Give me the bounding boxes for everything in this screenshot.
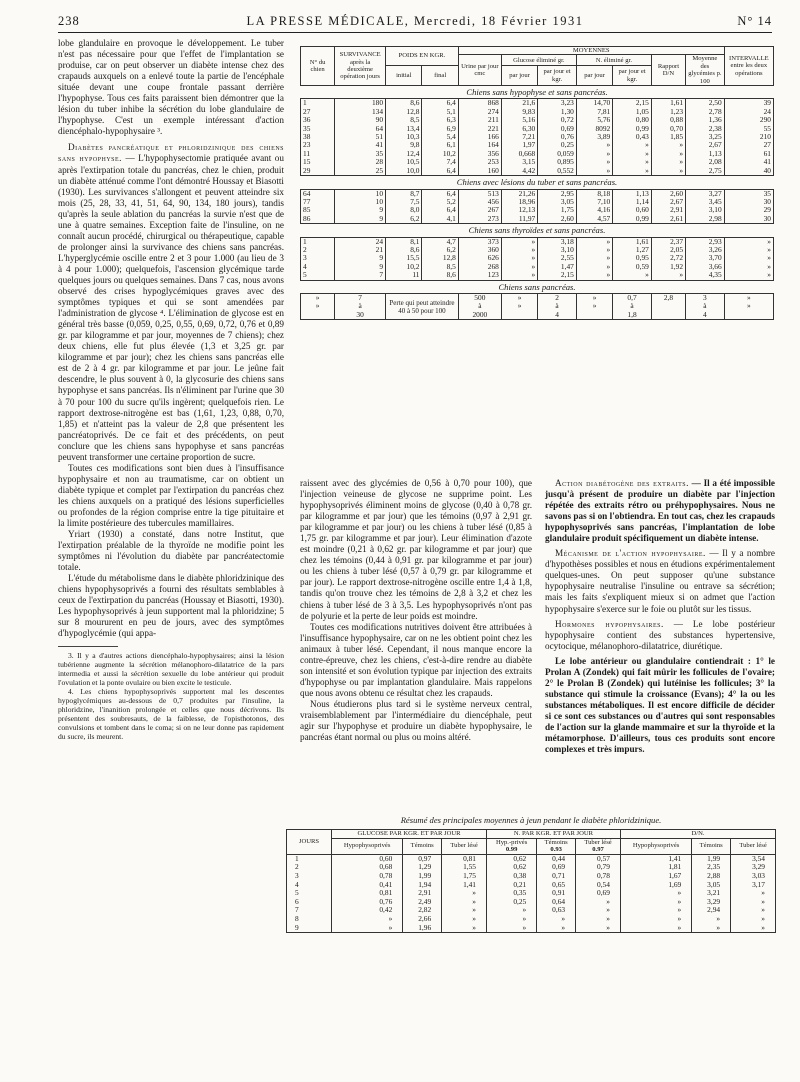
th-tem2-value: 0.93 (550, 846, 562, 854)
column-2 (300, 478, 532, 743)
cell-dog: 64 77 85 86 (301, 189, 335, 224)
cell-interval: » » (724, 293, 773, 319)
th-days: JOURS (287, 830, 332, 855)
cell-n-kg: 2,15 1,05 0,80 0,99 0,43 » » » » (613, 99, 652, 176)
col3-paragraph-1 (545, 478, 775, 544)
column-3 (545, 478, 775, 755)
cell-n-day: 8,18 7,10 4,16 4,57 (576, 189, 612, 224)
table-row (301, 293, 774, 319)
cell-interval: 39 24 290 55 210 27 61 41 40 (724, 99, 773, 176)
issue-number: N° 14 (737, 14, 772, 28)
cell-survival: 7 à 30 (335, 293, 386, 319)
th-gluc-day-kg: par jour et kgr. (538, 66, 577, 86)
cell-gluc-tub: 0,81 1,55 1,75 1,41 » » » » » (442, 854, 487, 932)
cell-ratio: 2,37 2,05 2,72 1,92 » (651, 237, 685, 280)
footnote-4: 4. Les chiens hypophysoprivés supportent mal les descentes hypoglycémiques au-dessous de 0,7 produites par l'insuline, la phloridzine, l'inanition prolongée et celles que nous décrivons. Ils présentent des soubresauts, de la faiblesse, de l'opisthotonos, des convulsions et tombent dans le coma; si on ne leur donne pas rapidement du sucre, ils meurent. (58, 686, 284, 742)
cell-glycemia: 3 à 4 (686, 293, 725, 319)
section-title: Chiens sans hypophyse et sans pancréas. (301, 86, 774, 99)
col3-paragraph-3-body: — Le lobe postérieur hypophysaire contient des substances hypertensive, ocytocique, mélanophoro-dilatatrice, diurétique. (545, 618, 776, 651)
footnote-rule (58, 646, 118, 647)
cell-gluc-kg: 2,95 3,05 1,75 2,60 (538, 189, 577, 224)
cell-gluc-kg: 2 à 4 (538, 293, 577, 319)
cell-gluc-tem: 0,97 1,29 1,99 1,94 2,91 2,49 2,82 2,66 1,96 (403, 854, 442, 932)
cell-n-hypo: 0,62 0,62 0,38 0,21 0,35 0,25 » » » (487, 854, 537, 932)
col3-head-1: Action diabétogène des extraits. (555, 478, 689, 488)
col2-paragraph-1: raissent avec des glycémies de 0,56 à 0,70 pour 100), que l'injection veineuse de glycose ne supprime point. Les hypophysoprivés éliminent moins de glycose (0,40 à 0,78 gr. par kilogramme et par jour) que les témoins (0,97 à 2,91 gr. par kilogramme et par jour) ou les chiens à tuber lésé (0,85 à 1,75 gr. par kilogramme et par jour). Leur élimination d'azote est moindre (0,21 à 0,62 gr. par kilogramme et par jour) que chez les témoins (0,44 à 0,91 gr. par kilogramme et par jour) ou les chiens à tuber lésé (0,57 à 0,79 gr. par kilogramme et par jour). Le rapport dextrose-nitrogène oscille entre 1,4 à 1,8, tandis qu'on trouve chez les témoins de 2,8 à 3,2 et chez les chiens à tuber lésé de 3 à 3,5. Les hypophysoprivés n'ont pas de polyurie et la perte de leur poids est moindre. (300, 478, 532, 621)
cell-n-tub: 0,57 0,79 0,78 0,54 0,69 » » » » (576, 854, 621, 932)
cell-glycemia: 2,93 3,26 3,70 3,66 4,35 (686, 237, 725, 280)
page-header (58, 14, 772, 30)
cell-gluc-kg: 3,18 3,10 2,55 1,47 2,15 (538, 237, 577, 280)
col1-paragraph-2-body: — L'hypophysectomie pratiquée avant ou après l'extirpation totale du pancréas, chez le chien, produit un diabète atténué comme l'ont démontré Houssay et Biasotti (1930). Les survivances s'allongent et peuvent atteindre six mois (25, 28, 33, 41, 51, 64, 90, 134, 180 jours), tandis qu'après la seule ablation du pancréas la survie n'est que de une à quatre semaines. Exception faite de l'insuline, on ne connaît aucun procédé, chirurgical ou thérapeutique, capable de prolonger ainsi la survivance des chiens sans pancréas. L'hyperglycémie oscille entre 2 et 3 pour 1.000 (au lieu de 3 à 4 pour 1.000); quelquefois, l'ascension glycémique tarde quelques jours ou quelques semaines. Dans 7 cas, nous avons observé des crises hypoglycémiques graves avec des symptômes typiques et qui se sont amendées par l'administration de glycose ⁴. L'élimination de glycose est en général très basse (0,059, 0,25, 0,55, 0,69, 0,72, 0,76 et 0,89 gr. par kilogramme et par jour, moyennes de 7 chiens); chez deux chiens, elle fut plus élevée (1,3 et 3,25 gr. par kilogramme et par jour); chez les chiens sans pancréas elle est de 2 à 4 gr. par kilogramme et par jour. Le jeûne fait descendre, le plus souvent à 0, la glycosurie des chiens sans hypophyse et sans pancréas. Ils n'éliminent par l'urine que 30 à 70 pour 100 du sucre qu'ils ingèrent; quelquefois rien. Le rapport dextrose-nitrogène est bas (1,61, 1,23, 0,88, 0,70, 1,85) et n'atteint pas la valeur de 2,8 que présentent les pancréatoprivés. De ce fait et des précédents, on peut conclure que les chiens sans hypophyse et sans pancréas peuvent transformer une certaine proportion de sucre. (58, 153, 284, 462)
cell-gluc-day: » » (501, 293, 537, 319)
section-title: Chiens sans thyroïdes et sans pancréas. (301, 224, 774, 237)
cell-urine: 868 274 211 221 166 164 356 253 160 (458, 99, 501, 176)
cell-gluc-day: » » » » » (501, 237, 537, 280)
cell-urine: 500 à 2000 (458, 293, 501, 319)
col2-paragraph-3: Nous étudierons plus tard si le système nerveux central, vraisemblablement par l'intermédiaire du diencéphale, peut agir sur l'hypophyse et produire un diabète hypophysaire, le pancréas étant normal ou plus ou moins altéré. (300, 698, 532, 743)
cell-final: 4,7 6,2 12,8 8,5 8,6 (422, 237, 458, 280)
th-initial: initial (386, 66, 422, 86)
th-hypo3: Hypophysoprivés (620, 838, 691, 854)
th-tub2-label: Tuber lésé (584, 838, 612, 846)
col3-paragraph-3 (545, 619, 775, 652)
cell-weight-loss: Perte qui peut atteindre 40 à 50 pour 100 (386, 293, 459, 319)
cell-initial: 8,7 7,5 8,0 6,2 (386, 189, 422, 224)
th-tub2 (576, 838, 621, 854)
section-title: Chiens sans pancréas. (301, 280, 774, 293)
table-row (301, 189, 774, 224)
table2-caption: Résumé des principales moyennes à jeun pendant le diabète phloridzinique. (400, 815, 662, 825)
table-row (301, 99, 774, 176)
cell-dn-tem: 1,99 2,35 2,88 3,05 3,21 3,29 2,94 » » (692, 854, 731, 932)
th-hypo2 (487, 838, 537, 854)
cell-interval: » » » » » (724, 237, 773, 280)
th-interval: INTERVALLE entre les deux opérations (724, 47, 773, 86)
table-row (301, 237, 774, 280)
cell-n-day: » » (576, 293, 612, 319)
cell-n-day: 14,70 7,81 5,76 8092 3,89 » » » » (576, 99, 612, 176)
col2-paragraph-2: Toutes ces modifications nutritives doivent être attribuées à l'insuffisance hypophysaire, car on ne les obtient point chez les animaux à tuber lésé. Cependant, il nous manque encore la contre-épreuve, chez les chiens, c'est-à-dire rendre au diabète son intensité et son évolution typique par injection des extraits d'hypophyse ou par implantation glandulaire. Mais rappelons que nous avons obtenu ce résultat chez les crapauds. (300, 621, 532, 698)
col3-paragraph-2 (545, 548, 775, 614)
th-glucose-group: GLUCOSE PAR KGR. ET PAR JOUR (332, 830, 487, 839)
col3-head-3: Hormones hypophysaires. (555, 618, 664, 629)
cell-ratio: 2,8 (651, 293, 685, 319)
cell-glycemia: 3,27 3,45 3,10 2,98 (686, 189, 725, 224)
cell-gluc-kg: 3,23 1,30 0,72 0,69 0,76 0,25 0,059 0,895 0,552 (538, 99, 577, 176)
cell-glycemia: 2,50 2,78 1,36 2,38 3,25 2,67 1,13 2,08 2,75 (686, 99, 725, 176)
cell-survival: 180 134 90 64 51 41 35 28 25 (335, 99, 386, 176)
column-1 (58, 38, 284, 741)
cell-dn-hypo: 1,41 1,81 1,67 1,69 » » » » » (620, 854, 691, 932)
cell-initial: 8,1 8,6 15,5 10,2 11 (386, 237, 422, 280)
th-ratio-group: D/N. (620, 830, 775, 839)
col3-paragraph-2-body: — Il y a nombre d'hypothèses possibles et nous en étudions expérimentalement quelques-unes. On peut supposer qu'une substance hypophysaire neutralise l'insuline ou entrave sa sécrétion; mais les faits s'expliquent mieux si on admet que l'action hypophysaire s'exerce sur le foie ou plutôt sur les tissus. (545, 548, 775, 614)
th-tub: Tuber lésé (442, 838, 487, 854)
th-tem2-label: Témoins (544, 838, 568, 846)
cell-ratio: 1,61 1,23 0,88 0,70 1,85 » » » » (651, 99, 685, 176)
col1-paragraph-5: L'étude du métabolisme dans le diabète phloridzinique des chiens hypophysoprivés a fourni des résultats semblables à ceux de l'extirpation du pancréas (Houssay et Biasotti, 1930). Les hypophysoprivés à jeun supportent mal la phloridzine; 5 sur 8 moururent en peu de jours, avec des symptômes d'hypoglycémie (qui appa- (58, 573, 284, 639)
results-table (300, 46, 774, 320)
cell-dn-tub: 3,54 3,29 3,03 3,17 » » » » » (731, 854, 776, 932)
cell-gluc-day: 21,26 18,96 12,13 11,97 (501, 189, 537, 224)
cell-n-kg: 0,7 à 1,8 (613, 293, 652, 319)
th-hypo2-value: 0.99 (505, 846, 518, 854)
th-ratio: Rapport D/N (651, 55, 685, 86)
th-tub3: Tuber lésé (731, 838, 776, 854)
th-tem2 (537, 838, 576, 854)
col1-paragraph-1: lobe glandulaire en provoque le développement. Le tuber n'est pas nécessaire pour que l'effet de l'implantation se produise, car on peut observer un diabète intense chez des crapauds auxquels on a enlevé toute la partie de l'encéphale située devant une coupe frontale passant derrière l'hypophyse. Tous ces faits paraissent bien démontrer que la lésion du tuber inhibe la sécrétion du lobe glandulaire de l'hypophyse. C'est un exemple intéressant d'action diencéphalo-hypophysaire ³. (58, 38, 284, 137)
th-averages: MOYENNES (458, 47, 724, 55)
col1-paragraph-2 (58, 142, 284, 462)
cell-final: 6,4 5,1 6,3 6,9 5,4 6,1 10,2 7,4 6,4 (422, 99, 458, 176)
summary-table (286, 829, 776, 933)
col1-paragraph-4: Yriart (1930) a constaté, dans notre Institut, que l'extirpation préalable de la thyroïde ne modifie point les symptômes ni l'évolution du diabète par pancréatectomie totale. (58, 529, 284, 573)
footnote-3: 3. Il y a d'autres actions diencéphalo-hypophysaires; ainsi la lésion tubérienne augmente la sécrétion mélanophoro-dilatatrice de la pars intermedia et aussi la sécrétion sexuelle du lobe antérieur qui produit l'ovulation et la ponte ovulaire ou bien excite le testicule. (58, 650, 284, 687)
th-tem3: Témoins (692, 838, 731, 854)
cell-n-kg: 1,13 1,14 0,60 0,99 (613, 189, 652, 224)
cell-day: 1 2 3 4 5 6 7 8 9 (287, 854, 332, 932)
cell-gluc-hypo: 0,60 0,68 0,78 0,41 0,81 0,76 0,42 » » (332, 854, 403, 932)
cell-dog: 1 27 36 35 38 23 11 15 29 (301, 99, 335, 176)
th-nitrogen: N. éliminé gr. (576, 55, 651, 66)
cell-dog: » » (301, 293, 335, 319)
th-n-day-kg: par jour et kgr. (613, 66, 652, 86)
cell-initial: 8,6 12,8 8,5 13,4 10,3 9,8 12,4 10,5 10,0 (386, 99, 422, 176)
th-glycemia: Moyenne des glycémies p. 100 (686, 55, 725, 86)
cell-n-day: » » » » » (576, 237, 612, 280)
th-hypo2-label: Hyp.-privés (495, 838, 528, 846)
th-gluc-day: par jour (501, 66, 537, 86)
cell-survival: 10 10 9 9 (335, 189, 386, 224)
cell-gluc-day: 21,6 9,83 5,16 6,30 7,21 1,97 0,668 3,15 4,42 (501, 99, 537, 176)
col1-paragraph-3: Toutes ces modifications sont bien dues à l'insuffisance hypophysaire et non au traumatisme, car on obtient un diabète typique et complet par l'extirpation du pancréas chez les chiens auxquels on a pratiqué des lésions superficielles ou profondes de la région comprise entre la tige pituitaire et la limite postérieure des tubercules mamillaires. (58, 462, 284, 529)
cell-urine: 373 360 626 268 123 (458, 237, 501, 280)
th-tem: Témoins (403, 838, 442, 854)
col3-paragraph-4: Le lobe antérieur ou glandulaire contiendrait : 1° le Prolan A (Zondek) qui fait mûrir les follicules de l'ovaire; 2° le Prolan B (Zondek) qui lutéinise les follicules; 3° la substance qui stimule la croissance (Evans); 4° la ou les substances métaboliques. Il est encore difficile de décider si ce sont ces substances ou d'autres qui sont responsables de l'action sur la glande mammaire et sur la thyroïde et la métamorphose. D'ailleurs, tous ces produits sont encore complexes et très impurs. (545, 655, 775, 755)
th-nitrogen-group: N. PAR KGR. ET PAR JOUR (487, 830, 621, 839)
th-tub2-value: 0.97 (592, 846, 604, 854)
cell-urine: 513 456 267 273 (458, 189, 501, 224)
th-n-day: par jour (576, 66, 612, 86)
cell-survival: 24 21 9 9 7 (335, 237, 386, 280)
cell-ratio: 2,60 2,67 2,91 2,61 (651, 189, 685, 224)
cell-n-tem: 0,44 0,69 0,71 0,65 0,91 0,64 0,63 » » (537, 854, 576, 932)
th-glucose: Glucose éliminé gr. (501, 55, 576, 66)
th-weight: POIDS EN KGR. (386, 47, 459, 66)
th-survival: SURVIVANCE après la deuxième opération jours (335, 47, 386, 86)
col1-section-head: Diabètes pancréatique et phloridzinique des chiens sans hypophyse. (58, 142, 284, 164)
th-hypo: Hypophysoprivés (332, 838, 403, 854)
th-final: final (422, 66, 458, 86)
th-urine: Urine par jour cmc (458, 55, 501, 86)
cell-final: 6,4 5,2 6,4 4,1 (422, 189, 458, 224)
col3-head-2: Mécanisme de l'action hypophysaire. (555, 548, 706, 559)
cell-interval: 35 30 29 30 (724, 189, 773, 224)
section-title: Chiens avec lésions du tuber et sans pancréas. (301, 176, 774, 189)
cell-dog: 1 2 3 4 5 (301, 237, 335, 280)
journal-title: LA PRESSE MÉDICALE, Mercredi, 18 Février 1931 (246, 14, 584, 28)
header-rule (58, 32, 772, 33)
th-dog-number: N° du chien (301, 47, 335, 86)
table-row (287, 854, 776, 932)
cell-n-kg: 1,61 1,27 0,95 0,59 » (613, 237, 652, 280)
col3-paragraph-1-body: — Il a été impossible jusqu'à présent de produire un diabète par l'injection répétée des extraits rétro ou préhypophysaires. Nous ne savons pas si on l'obtiendra. En tout cas, chez les crapauds hypophysoprivés sans pancréas, l'implantation de lobe glandulaire produit spécifiquement un diabète intense. (545, 478, 775, 544)
page-number: 238 (58, 14, 80, 28)
